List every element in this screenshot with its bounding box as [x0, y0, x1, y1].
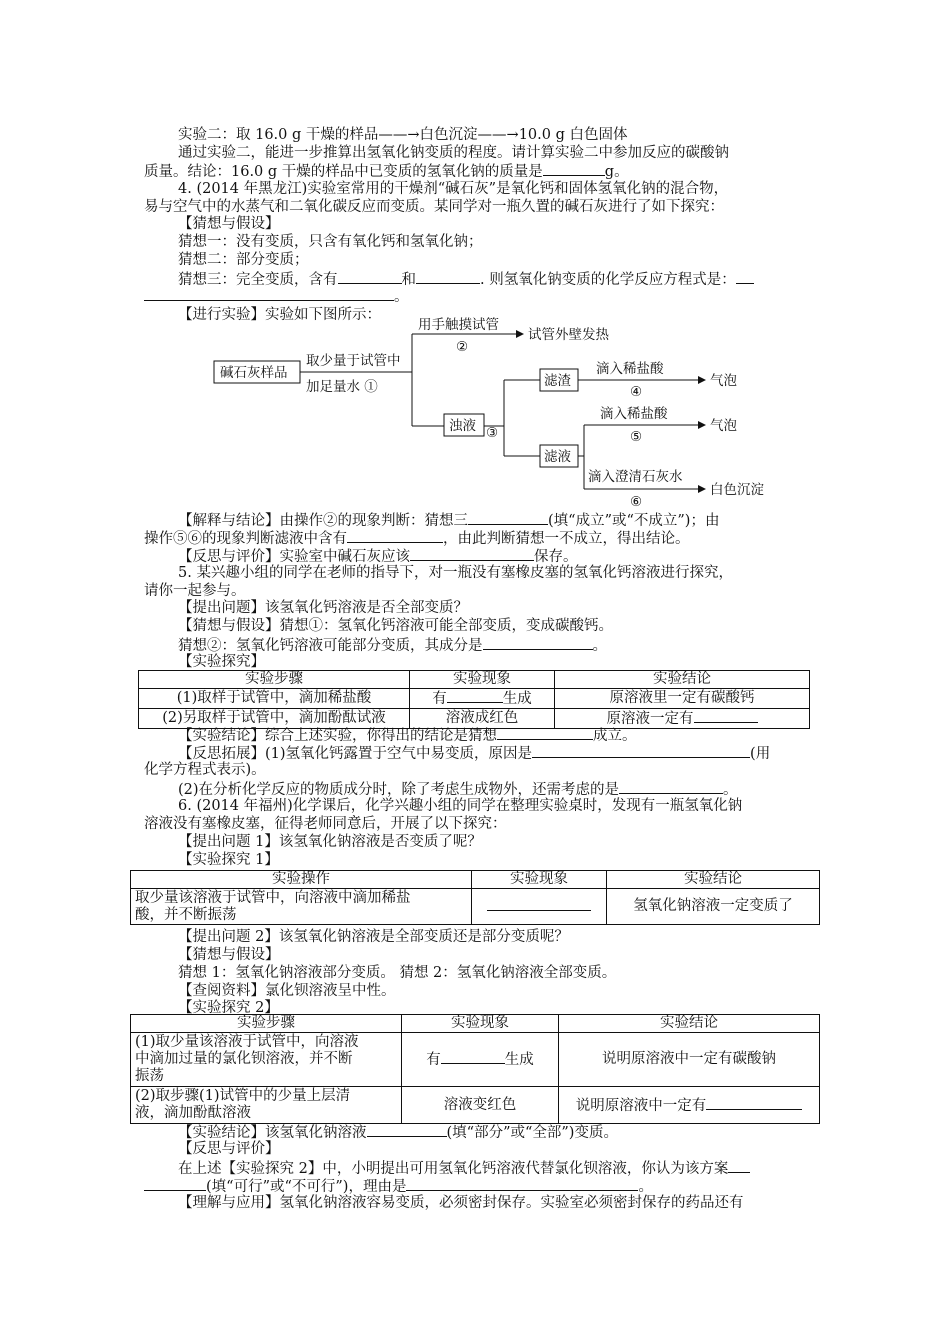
text-line: 【实验结论】综合上述实验，你得出的结论是猜想 成立。: [178, 728, 637, 744]
result-label: 白色沉淀: [710, 482, 764, 498]
text-line: 【提出问题】该氢氧化钙溶液是否全部变质？: [178, 600, 468, 616]
text-line: 【反思与评价】实验室中碱石灰应该 保存。: [178, 549, 578, 565]
result-label: 气泡: [710, 418, 737, 434]
table-row: [139, 689, 810, 709]
table-cell: 原溶液一定有: [555, 709, 810, 729]
table-header: 实验现象: [402, 1015, 559, 1033]
text-line: 猜想三：完全变质，含有 和 . 则氢氧化钠变质的化学反应方程式是：: [178, 270, 754, 289]
text-line: (填“可行”或“不可行”)，理由是 。: [144, 1177, 653, 1196]
answer-blank[interactable]: [468, 511, 548, 525]
table-cell: 说明原溶液中一定有碳酸钠: [559, 1033, 820, 1087]
table-header: 实验步骤: [131, 1015, 402, 1033]
step-number: ⑤: [630, 429, 643, 445]
table-cell: 原溶液里一定有碳酸钙: [555, 689, 810, 709]
residue-box: 滤渣: [544, 373, 571, 389]
operation-label: 取少量于试管中: [306, 353, 401, 369]
question-5-stem: 5. 某兴趣小组的同学在老师的指导下，对一瓶没有塞橡皮塞的氢氧化钙溶液进行探究，: [178, 565, 733, 581]
table-row: [131, 1087, 820, 1124]
text-line: 【提出问题 2】该氢氧化钠溶液是全部变质还是部分变质呢？: [178, 929, 569, 945]
sample-box: 碱石灰样品: [220, 365, 288, 381]
answer-blank[interactable]: [441, 1050, 505, 1064]
section-heading: 【实验探究 2】: [178, 1000, 279, 1016]
experiment-table-q5: [138, 670, 810, 729]
text-line: 【提出问题 1】该氢氧化钠溶液是否变质了呢？: [178, 834, 482, 850]
operation-label: 滴入稀盐酸: [600, 406, 668, 422]
text-line: 在上述【实验探究 2】中，小明提出可用氢氧化钙溶液代替氯化钡溶液，你认为该方案: [178, 1159, 750, 1178]
answer-blank[interactable]: [619, 780, 723, 794]
section-heading: 【反思与评价】: [178, 1141, 280, 1157]
step-number: ③: [486, 425, 499, 441]
answer-blank[interactable]: [410, 547, 534, 561]
text-line: 实验二：取 16.0 g 干燥的样品——→白色沉淀——→10.0 g 白色固体: [178, 127, 628, 143]
table-header: 实验步骤: [139, 671, 410, 689]
text-line: 质量。结论：16.0 g 干燥的样品中已变质的氢氧化钠的质量是 g。: [144, 164, 629, 180]
section-heading: 【猜想与假设】: [178, 216, 280, 232]
answer-blank[interactable]: [728, 1159, 750, 1173]
answer-blank[interactable]: [367, 1123, 447, 1137]
table-cell: (2)另取样于试管中，滴加酚酞试液: [139, 709, 410, 729]
section-heading: 【实验探究】: [178, 654, 265, 670]
answer-blank[interactable]: [706, 1096, 802, 1110]
table-cell: 说明原溶液中一定有: [559, 1087, 820, 1124]
table-header: 实验结论: [555, 671, 810, 689]
result-label: 气泡: [710, 373, 737, 389]
text-line: 操作⑤⑥的现象判断滤液中含有 ，由此判断猜想一不成立，得出结论。: [144, 531, 690, 547]
table-cell: 溶液变红色: [402, 1087, 559, 1124]
section-heading: 【猜想与假设】: [178, 947, 280, 963]
operation-label: 滴入澄清石灰水: [588, 469, 683, 485]
question-6-stem: 6. (2014 年福州)化学课后，化学兴趣小组的同学在整理实验桌时，发现有一瓶氢氧化钠: [178, 798, 743, 814]
answer-blank[interactable]: [532, 744, 750, 758]
section-heading: 【实验探究 1】: [178, 852, 279, 868]
text-line: 溶液没有塞橡皮塞，征得老师同意后，开展了以下探究：: [144, 816, 507, 832]
text-line: 猜想②：氢氧化钙溶液可能部分变质，其成分是 。: [178, 638, 607, 654]
operation-label: 滴入稀盐酸: [596, 361, 664, 377]
answer-blank[interactable]: [483, 636, 593, 650]
text-line: 猜想一：没有变质，只含有氧化钙和氢氧化钠；: [178, 234, 483, 250]
table-cell: (1)取样于试管中，滴加稀盐酸: [139, 689, 410, 709]
table-row: [131, 889, 820, 925]
text-line: 猜想二：部分变质；: [178, 252, 309, 268]
operation-label: 用手触摸试管: [418, 317, 499, 333]
table-cell: (1)取少量该溶液于试管中，向溶液 中滴加过量的氯化钡溶液，并不断 振荡: [131, 1033, 402, 1087]
table-cell: 溶液成红色: [410, 709, 555, 729]
table-row: [131, 1033, 820, 1087]
answer-blank[interactable]: [406, 1177, 638, 1191]
answer-blank[interactable]: [694, 709, 758, 723]
text-line: 【实验结论】该氢氧化钠溶液 (填“部分”或“全部”)变质。: [178, 1125, 618, 1141]
table-header: 实验操作: [131, 871, 472, 889]
section-heading: 【进行实验】实验如下图所示：: [178, 307, 381, 323]
table-header: 实验现象: [472, 871, 607, 889]
operation-label: 加足量水 ①: [306, 379, 378, 395]
text-line: 【反思拓展】(1)氢氧化钙露置于空气中易变质，原因是 (用: [178, 746, 771, 762]
question-4-stem: 4. (2014 年黑龙江)实验室常用的干燥剂“碱石灰”是氧化钙和固体氢氧化钠的混合物，: [178, 181, 729, 197]
answer-blank[interactable]: [347, 529, 443, 543]
table-cell: 有 生成: [402, 1033, 559, 1087]
text-line: 。: [144, 287, 409, 306]
answer-blank[interactable]: [144, 1177, 206, 1191]
table-cell: 氢氧化钠溶液一定变质了: [607, 889, 820, 925]
text-line: 【理解与应用】氢氧化钠溶液容易变质，必须密封保存。实验室必须密封保存的药品还有: [178, 1195, 744, 1211]
table-header: 实验结论: [559, 1015, 820, 1033]
text-line: 【解释与结论】由操作②的现象判断：猜想三 (填“成立”或“不成立”)；由: [178, 513, 720, 529]
text-line: 【查阅资料】氯化钡溶液呈中性。: [178, 983, 396, 999]
result-label: 试管外壁发热: [528, 327, 609, 343]
experiment-table-q6-part2: [130, 1014, 820, 1124]
text-line: 猜想 1：氢氧化钠溶液部分变质。 猜想 2：氢氧化钠溶液全部变质。: [178, 965, 617, 981]
table-cell: 有 生成: [410, 689, 555, 709]
text-line: (2)在分析化学反应的物质成分时，除了考虑生成物外，还需考虑的是 。: [178, 782, 738, 798]
text-line: 易与空气中的水蒸气和二氧化碳反应而变质。某同学对一瓶久置的碱石灰进行了如下探究：: [144, 199, 724, 215]
step-number: ②: [456, 339, 469, 355]
step-number: ④: [630, 384, 643, 400]
table-cell: [472, 889, 607, 925]
step-number: ⑥: [630, 494, 643, 510]
table-cell: 取少量该溶液于试管中，向溶液中滴加稀盐 酸，并不断振荡: [131, 889, 472, 925]
answer-blank[interactable]: [447, 689, 503, 703]
text-line: 化学方程式表示)。: [144, 762, 266, 778]
answer-blank[interactable]: [487, 897, 591, 911]
filtrate-box: 滤液: [544, 449, 571, 465]
answer-blank[interactable]: [497, 726, 593, 740]
table-cell: (2)取步骤(1)试管中的少量上层清 液，滴加酚酞溶液: [131, 1087, 402, 1124]
text-line: 请你一起参与。: [144, 583, 246, 599]
table-header: 实验现象: [410, 671, 555, 689]
text-line: 【猜想与假设】猜想①：氢氧化钙溶液可能全部变质，变成碳酸钙。: [178, 618, 613, 634]
table-header: 实验结论: [607, 871, 820, 889]
turbid-box: 浊液: [449, 418, 476, 434]
text-line: 通过实验二，能进一步推算出氢氧化钠变质的程度。请计算实验二中参加反应的碳酸钠: [178, 145, 729, 161]
experiment-table-q6-part1: [130, 870, 820, 925]
